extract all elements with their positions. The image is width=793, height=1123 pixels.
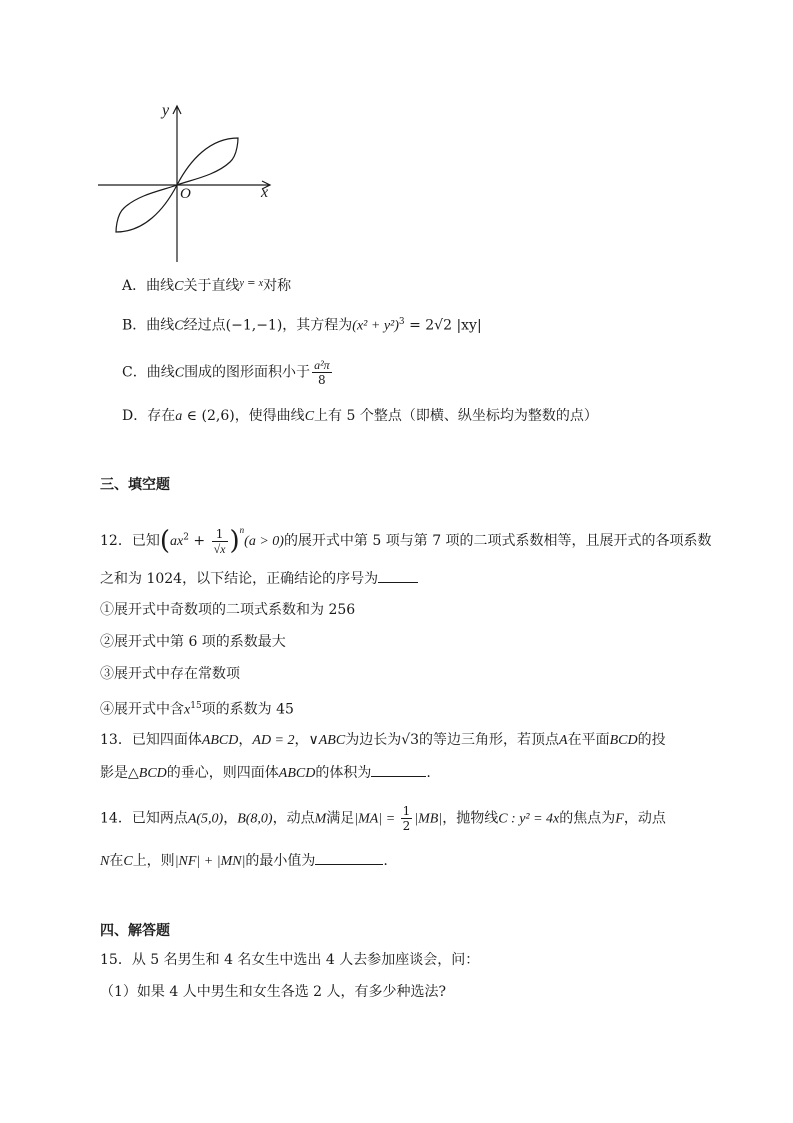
answer-blank-13[interactable] <box>371 762 426 777</box>
option-c: C．曲线C围成的图形面积小于 $\frac{\text{a²π}}{8}$ <box>122 358 330 387</box>
question-14-line2: N在C上，则|NF| + |MN|的最小值为 . <box>100 850 388 872</box>
x-axis-label: x <box>261 184 269 201</box>
question-15-part1: （1）如果 4 人中男生和女生各选 2 人，有多少种选法? <box>100 984 447 1000</box>
question-12-line2: 之和为 1024，以下结论，正确结论的序号为 <box>100 568 418 589</box>
question-15-line1: 15．从 5 名男生和 4 名女生中选出 4 人去参加座谈会，问： <box>100 952 480 968</box>
option-a: A．曲线C关于直线$^y$ = $^x$对称 <box>122 278 292 294</box>
q12-option-1: ①展开式中奇数项的二项式系数和为 256 <box>100 602 356 618</box>
question-12-line1: 12．已知($ax^2$ + $\frac{1}{√x}$ )$^n$(a > 0)的展开式中第 5 项与第 7 项的二项式系数相等，且展开式的各项系数 <box>100 525 712 556</box>
answer-blank-12[interactable] <box>378 568 418 583</box>
question-13-line2: 影是△BCD的垂心，则四面体ABCD的体积为 . <box>100 762 431 784</box>
y-axis-label: y <box>162 102 170 119</box>
q12-option-3: ③展开式中存在常数项 <box>100 666 240 682</box>
area-fraction: $\frac{\text{a²π}}{8}$ <box>314 358 330 387</box>
section-three-heading: 三、填空题 <box>100 477 170 493</box>
q12-option-4: ④展开式中含$x^{15}$项的系数为 45 <box>100 701 294 718</box>
q14-fraction: $\frac{1}{2}$ <box>402 804 411 833</box>
option-d: D．存在a ∈ (2,6)，使得曲线C上有 5 个整点（即横、纵坐标均为整数的点） <box>122 408 598 424</box>
option-b: B．曲线C经过点(−1,−1)，其方程为$(x^2 + y^2)^3 = 2√2$ |xy| <box>122 317 482 334</box>
curve-leaf-lower <box>116 185 177 232</box>
origin-label: O <box>180 186 191 202</box>
curve-leaf-upper <box>177 138 238 185</box>
section-four-heading: 四、解答题 <box>100 923 170 939</box>
question-14-line1: 14．已知两点A(5,0)，B(8,0)，动点M满足|MA| = $\frac{1}{2}$ |MB|，抛物线C : y² = 4x的焦点为F，动点 <box>100 804 666 833</box>
curve-figure <box>90 100 280 270</box>
answer-blank-14[interactable] <box>315 850 383 865</box>
question-13-line1: 13．已知四面体ABCD，AD = 2，∨ABC为边长为√3的等边三角形，若顶点A在平面BCD的投 <box>100 732 666 748</box>
curve-graph <box>90 100 280 270</box>
q12-fraction: $\frac{1}{√x}$ <box>213 526 226 556</box>
q12-option-2: ②展开式中第 6 项的系数最大 <box>100 634 286 650</box>
